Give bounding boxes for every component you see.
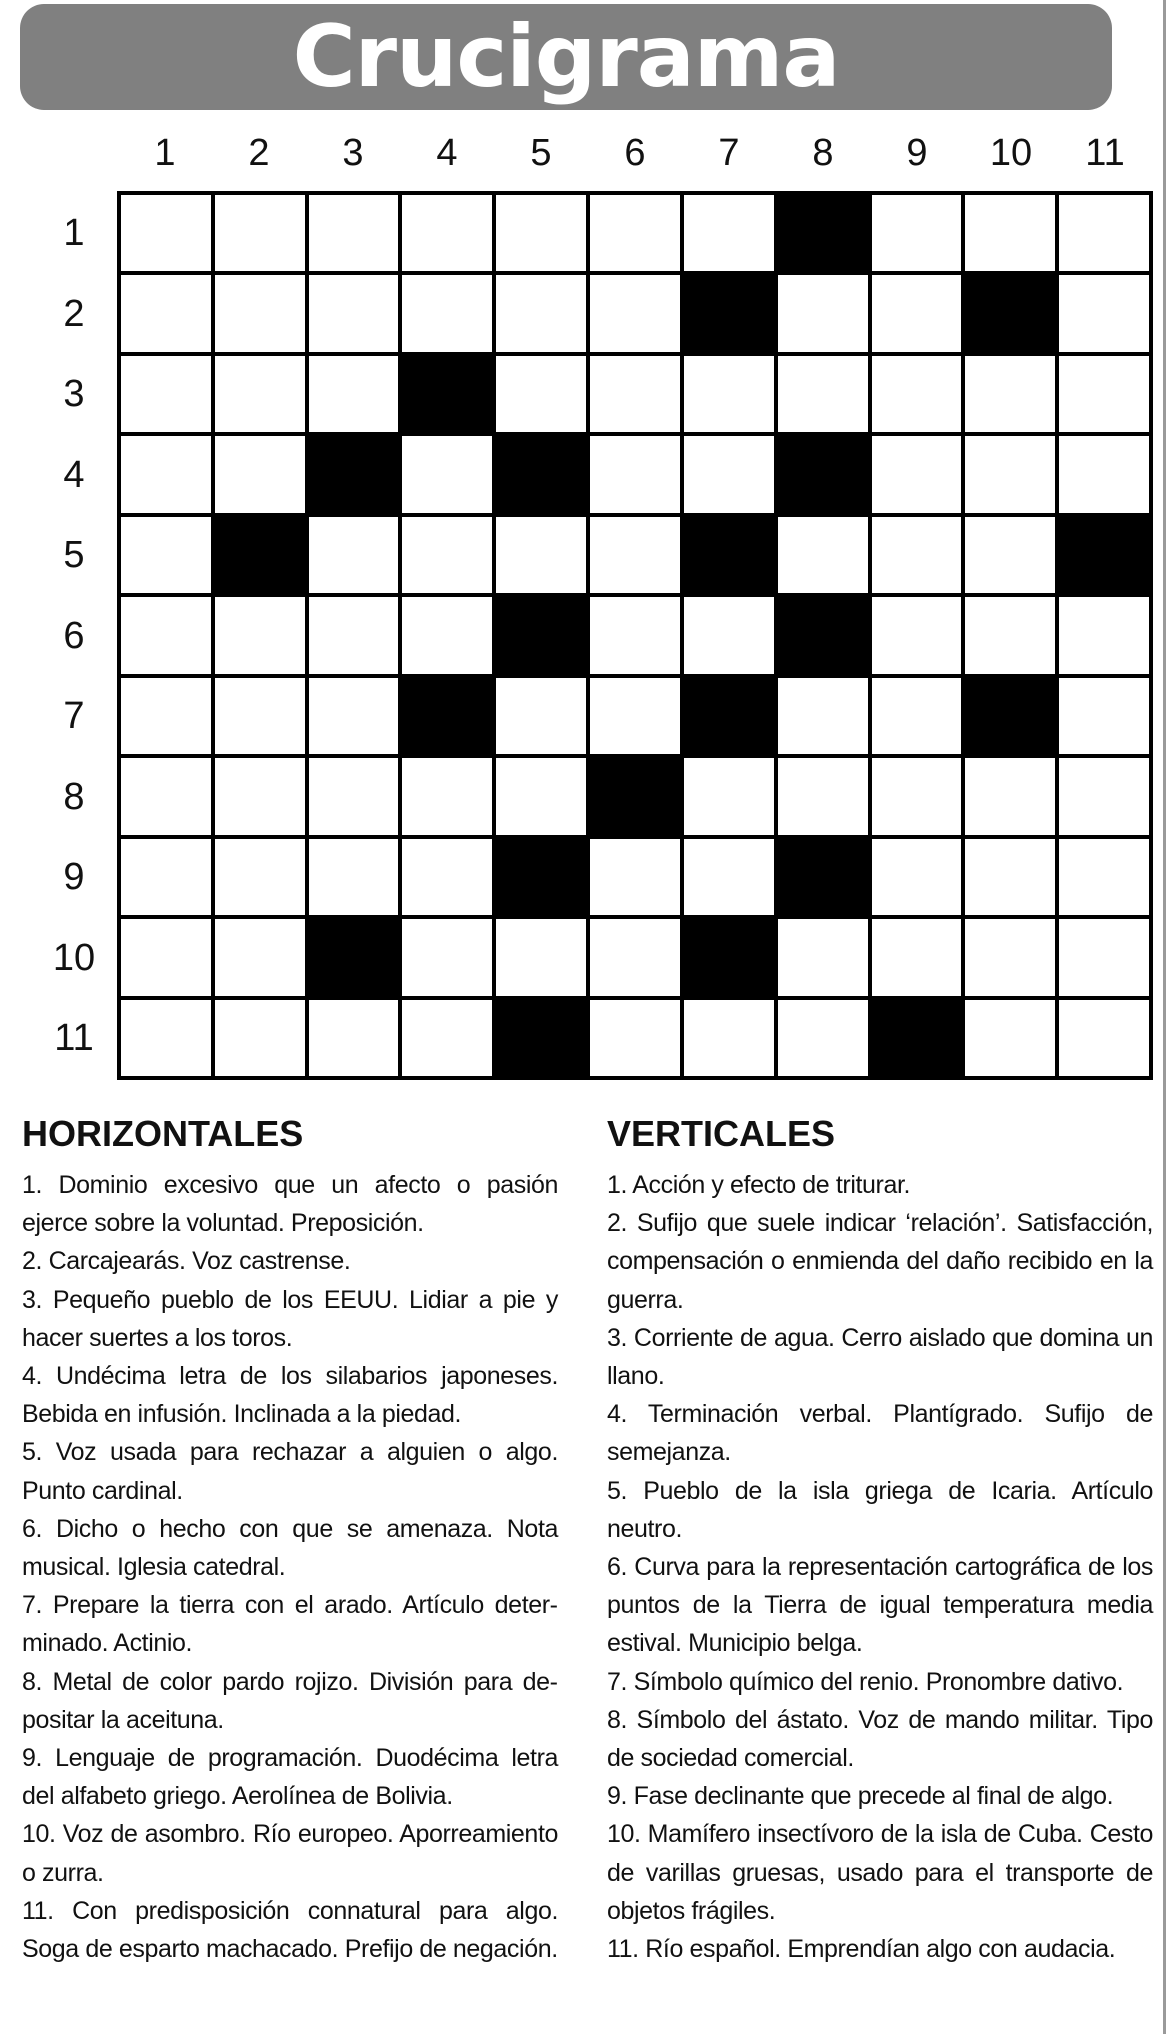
black-cell xyxy=(778,597,868,673)
column-number: 1 xyxy=(154,132,176,174)
answer-cell[interactable] xyxy=(215,1000,305,1076)
column-number: 5 xyxy=(530,132,552,174)
row-number: 6 xyxy=(63,614,85,657)
vertical-clues-list xyxy=(607,1166,1153,1968)
clue-item: 8. Metal de color pardo rojizo. División para depositar la aceituna. xyxy=(22,1667,558,1734)
answer-cell[interactable] xyxy=(1059,436,1149,512)
clue-item: 2. Carcajearás. Voz castrense. xyxy=(22,1247,351,1276)
answer-cell[interactable] xyxy=(965,919,1055,995)
answer-cell[interactable] xyxy=(778,758,868,834)
answer-cell[interactable] xyxy=(590,678,680,754)
answer-cell[interactable] xyxy=(965,195,1055,271)
answer-cell[interactable] xyxy=(496,919,586,995)
answer-cell[interactable] xyxy=(496,195,586,271)
answer-cell[interactable] xyxy=(684,195,774,271)
answer-cell[interactable] xyxy=(872,597,962,673)
answer-cell[interactable] xyxy=(309,839,399,915)
clue-item: 6. Curva para la representación cartográfica de los puntos de la Tierra de igual temperatura media estival. Municipio belga. xyxy=(607,1553,1153,1658)
answer-cell[interactable] xyxy=(1059,919,1149,995)
clue-item: 3. Pequeño pueblo de los EEUU. Lidiar a pie y hacer suertes a los toros. xyxy=(22,1285,558,1352)
answer-cell[interactable] xyxy=(121,195,211,271)
row-number: 5 xyxy=(63,534,85,576)
clue-item: 10. Voz de asombro. Río europeo. Aporreamiento o zurra. xyxy=(22,1820,558,1887)
answer-cell[interactable] xyxy=(1059,1000,1149,1076)
answer-cell[interactable] xyxy=(872,839,962,915)
answer-cell[interactable] xyxy=(215,597,305,673)
answer-cell[interactable] xyxy=(402,597,492,673)
horizontal-clues-list xyxy=(22,1166,558,1968)
answer-cell[interactable] xyxy=(402,1000,492,1076)
answer-cell[interactable] xyxy=(684,356,774,432)
black-cell xyxy=(590,758,680,834)
answer-cell[interactable] xyxy=(872,195,962,271)
black-cell xyxy=(496,436,586,512)
clue-item: 9. Fase declinante que precede al final de algo. xyxy=(607,1782,1114,1811)
answer-cell[interactable] xyxy=(965,839,1055,915)
horizontal-clues-heading: HORIZONTALES xyxy=(22,1113,304,1154)
black-cell xyxy=(684,678,774,754)
clue-item: 8. Símbolo del ástato. Voz de mando militar. Tipo de sociedad comercial. xyxy=(607,1705,1153,1773)
column-number: 6 xyxy=(624,132,646,174)
row-number: 9 xyxy=(63,856,85,898)
answer-cell[interactable] xyxy=(309,678,399,754)
row-number: 8 xyxy=(63,775,85,818)
answer-cell[interactable] xyxy=(872,517,962,593)
black-cell xyxy=(684,275,774,351)
clue-item: 9. Lenguaje de programación. Duodécima letra del alfabeto griego. Aerolínea de Bolivia. xyxy=(22,1744,558,1811)
answer-cell[interactable] xyxy=(778,678,868,754)
answer-cell[interactable] xyxy=(590,195,680,271)
row-number: 11 xyxy=(54,1017,94,1059)
clue-item: 5. Voz usada para rechazar a alguien o algo. Punto cardinal. xyxy=(22,1438,558,1505)
answer-cell[interactable] xyxy=(684,436,774,512)
row-number: 7 xyxy=(63,695,85,737)
answer-cell[interactable] xyxy=(684,1000,774,1076)
page-title: Crucigrama xyxy=(292,7,840,107)
column-number: 2 xyxy=(248,132,270,174)
answer-cell[interactable] xyxy=(965,1000,1055,1076)
answer-cell[interactable] xyxy=(402,839,492,915)
answer-cell[interactable] xyxy=(1059,758,1149,834)
column-number: 3 xyxy=(342,132,364,174)
black-cell xyxy=(778,839,868,915)
answer-cell[interactable] xyxy=(590,597,680,673)
answer-cell[interactable] xyxy=(309,597,399,673)
black-cell xyxy=(1059,517,1149,593)
clue-item: 3. Corriente de agua. Cerro aislado que domina un llano. xyxy=(607,1323,1153,1391)
answer-cell[interactable] xyxy=(872,436,962,512)
answer-cell[interactable] xyxy=(402,758,492,834)
answer-cell[interactable] xyxy=(215,436,305,512)
answer-cell[interactable] xyxy=(778,275,868,351)
black-cell xyxy=(402,356,492,432)
black-cell xyxy=(965,275,1055,351)
answer-cell[interactable] xyxy=(309,1000,399,1076)
answer-cell[interactable] xyxy=(215,758,305,834)
black-cell xyxy=(215,517,305,593)
answer-cell[interactable] xyxy=(309,517,399,593)
row-number: 10 xyxy=(52,936,96,979)
column-number: 8 xyxy=(812,132,834,174)
answer-cell[interactable] xyxy=(590,517,680,593)
clue-item: 2. Sufijo que suele indicar ‘relación’. Satisfacción, compensación o enmienda del daño recibido en la guerra. xyxy=(607,1209,1153,1314)
black-cell xyxy=(778,195,868,271)
answer-cell[interactable] xyxy=(402,195,492,271)
answer-cell[interactable] xyxy=(1059,356,1149,432)
black-cell xyxy=(965,678,1055,754)
clue-item: 4. Undécima letra de los silabarios japoneses. Bebida en infusión. Inclinada a la piedad. xyxy=(22,1362,558,1429)
black-cell xyxy=(309,436,399,512)
answer-cell[interactable] xyxy=(215,678,305,754)
answer-cell[interactable] xyxy=(402,919,492,995)
clue-item: 6. Dicho o hecho con que se amenaza. Nota musical. Iglesia catedral. xyxy=(22,1514,558,1582)
answer-cell[interactable] xyxy=(121,356,211,432)
horizontal-clues-section xyxy=(22,1112,558,1968)
clue-item: 7. Símbolo químico del renio. Pronombre dativo. xyxy=(607,1667,1124,1696)
column-number: 11 xyxy=(1085,132,1125,174)
answer-cell[interactable] xyxy=(215,839,305,915)
answer-cell[interactable] xyxy=(684,839,774,915)
clue-item: 11. Con predisposición connatural para algo. Soga de esparto machacado. Prefijo de negación. xyxy=(22,1896,558,1964)
answer-cell[interactable] xyxy=(121,436,211,512)
clue-item: 4. Terminación verbal. Plantígrado. Sufijo de semejanza. xyxy=(607,1400,1153,1467)
answer-cell[interactable] xyxy=(872,356,962,432)
answer-cell[interactable] xyxy=(684,597,774,673)
answer-cell[interactable] xyxy=(872,678,962,754)
column-number: 7 xyxy=(718,132,740,174)
answer-cell[interactable] xyxy=(778,356,868,432)
answer-cell[interactable] xyxy=(309,275,399,351)
answer-cell[interactable] xyxy=(402,275,492,351)
black-cell xyxy=(309,919,399,995)
answer-cell[interactable] xyxy=(496,678,586,754)
answer-cell[interactable] xyxy=(121,678,211,754)
answer-cell[interactable] xyxy=(309,758,399,834)
answer-cell[interactable] xyxy=(1059,275,1149,351)
answer-cell[interactable] xyxy=(1059,597,1149,673)
clue-item: 5. Pueblo de la isla griega de Icaria. Artículo neutro. xyxy=(607,1476,1153,1543)
answer-cell[interactable] xyxy=(121,1000,211,1076)
answer-cell[interactable] xyxy=(590,1000,680,1076)
answer-cell[interactable] xyxy=(1059,195,1149,271)
answer-cell[interactable] xyxy=(1059,678,1149,754)
answer-cell[interactable] xyxy=(684,758,774,834)
title-banner xyxy=(20,4,1112,110)
answer-cell[interactable] xyxy=(402,517,492,593)
answer-cell[interactable] xyxy=(121,597,211,673)
black-cell xyxy=(402,678,492,754)
answer-cell[interactable] xyxy=(309,356,399,432)
column-numbers xyxy=(118,128,1152,178)
row-number: 2 xyxy=(63,292,85,335)
answer-cell[interactable] xyxy=(778,1000,868,1076)
answer-cell[interactable] xyxy=(965,356,1055,432)
answer-cell[interactable] xyxy=(872,275,962,351)
answer-cell[interactable] xyxy=(872,758,962,834)
black-cell xyxy=(778,436,868,512)
answer-cell[interactable] xyxy=(590,919,680,995)
answer-cell[interactable] xyxy=(590,356,680,432)
row-number: 3 xyxy=(63,373,85,415)
answer-cell[interactable] xyxy=(215,919,305,995)
row-numbers xyxy=(40,193,108,1079)
answer-cell[interactable] xyxy=(309,195,399,271)
black-cell xyxy=(872,1000,962,1076)
answer-cell[interactable] xyxy=(121,839,211,915)
answer-cell[interactable] xyxy=(121,275,211,351)
answer-cell[interactable] xyxy=(1059,839,1149,915)
black-cell xyxy=(684,517,774,593)
answer-cell[interactable] xyxy=(965,517,1055,593)
answer-cell[interactable] xyxy=(778,919,868,995)
crossword-grid[interactable] xyxy=(117,191,1153,1080)
answer-cell[interactable] xyxy=(121,517,211,593)
black-cell xyxy=(496,1000,586,1076)
answer-cell[interactable] xyxy=(215,195,305,271)
column-number: 10 xyxy=(989,132,1033,174)
answer-cell[interactable] xyxy=(590,436,680,512)
clue-item: 7. Prepare la tierra con el arado. Artículo determinado. Actinio. xyxy=(22,1591,558,1658)
column-number: 4 xyxy=(436,132,458,174)
answer-cell[interactable] xyxy=(496,758,586,834)
answer-cell[interactable] xyxy=(121,919,211,995)
answer-cell[interactable] xyxy=(965,436,1055,512)
answer-cell[interactable] xyxy=(590,275,680,351)
clue-item: 10. Mamífero insectívoro de la isla de Cuba. Cesto de varillas gruesas, usado para el transporte de objetos frágiles. xyxy=(607,1820,1153,1925)
answer-cell[interactable] xyxy=(215,356,305,432)
answer-cell[interactable] xyxy=(496,517,586,593)
row-number: 1 xyxy=(63,212,85,254)
row-number: 4 xyxy=(63,453,85,496)
clue-item: 11. Río español. Emprendían algo con audacia. xyxy=(607,1935,1116,1964)
vertical-clues-heading: VERTICALES xyxy=(607,1113,836,1154)
column-number: 9 xyxy=(906,132,928,174)
black-cell xyxy=(496,839,586,915)
clue-item: 1. Dominio excesivo que un afecto o pasión ejerce sobre la voluntad. Preposición. xyxy=(22,1171,558,1238)
answer-cell[interactable] xyxy=(496,356,586,432)
clue-item: 1. Acción y efecto de triturar. xyxy=(607,1171,911,1199)
answer-cell[interactable] xyxy=(872,919,962,995)
black-cell xyxy=(684,919,774,995)
black-cell xyxy=(496,597,586,673)
vertical-clues-section xyxy=(607,1112,1153,1968)
answer-cell[interactable] xyxy=(965,758,1055,834)
answer-cell[interactable] xyxy=(778,517,868,593)
answer-cell[interactable] xyxy=(965,597,1055,673)
answer-cell[interactable] xyxy=(590,839,680,915)
answer-cell[interactable] xyxy=(402,436,492,512)
answer-cell[interactable] xyxy=(496,275,586,351)
answer-cell[interactable] xyxy=(215,275,305,351)
answer-cell[interactable] xyxy=(121,758,211,834)
